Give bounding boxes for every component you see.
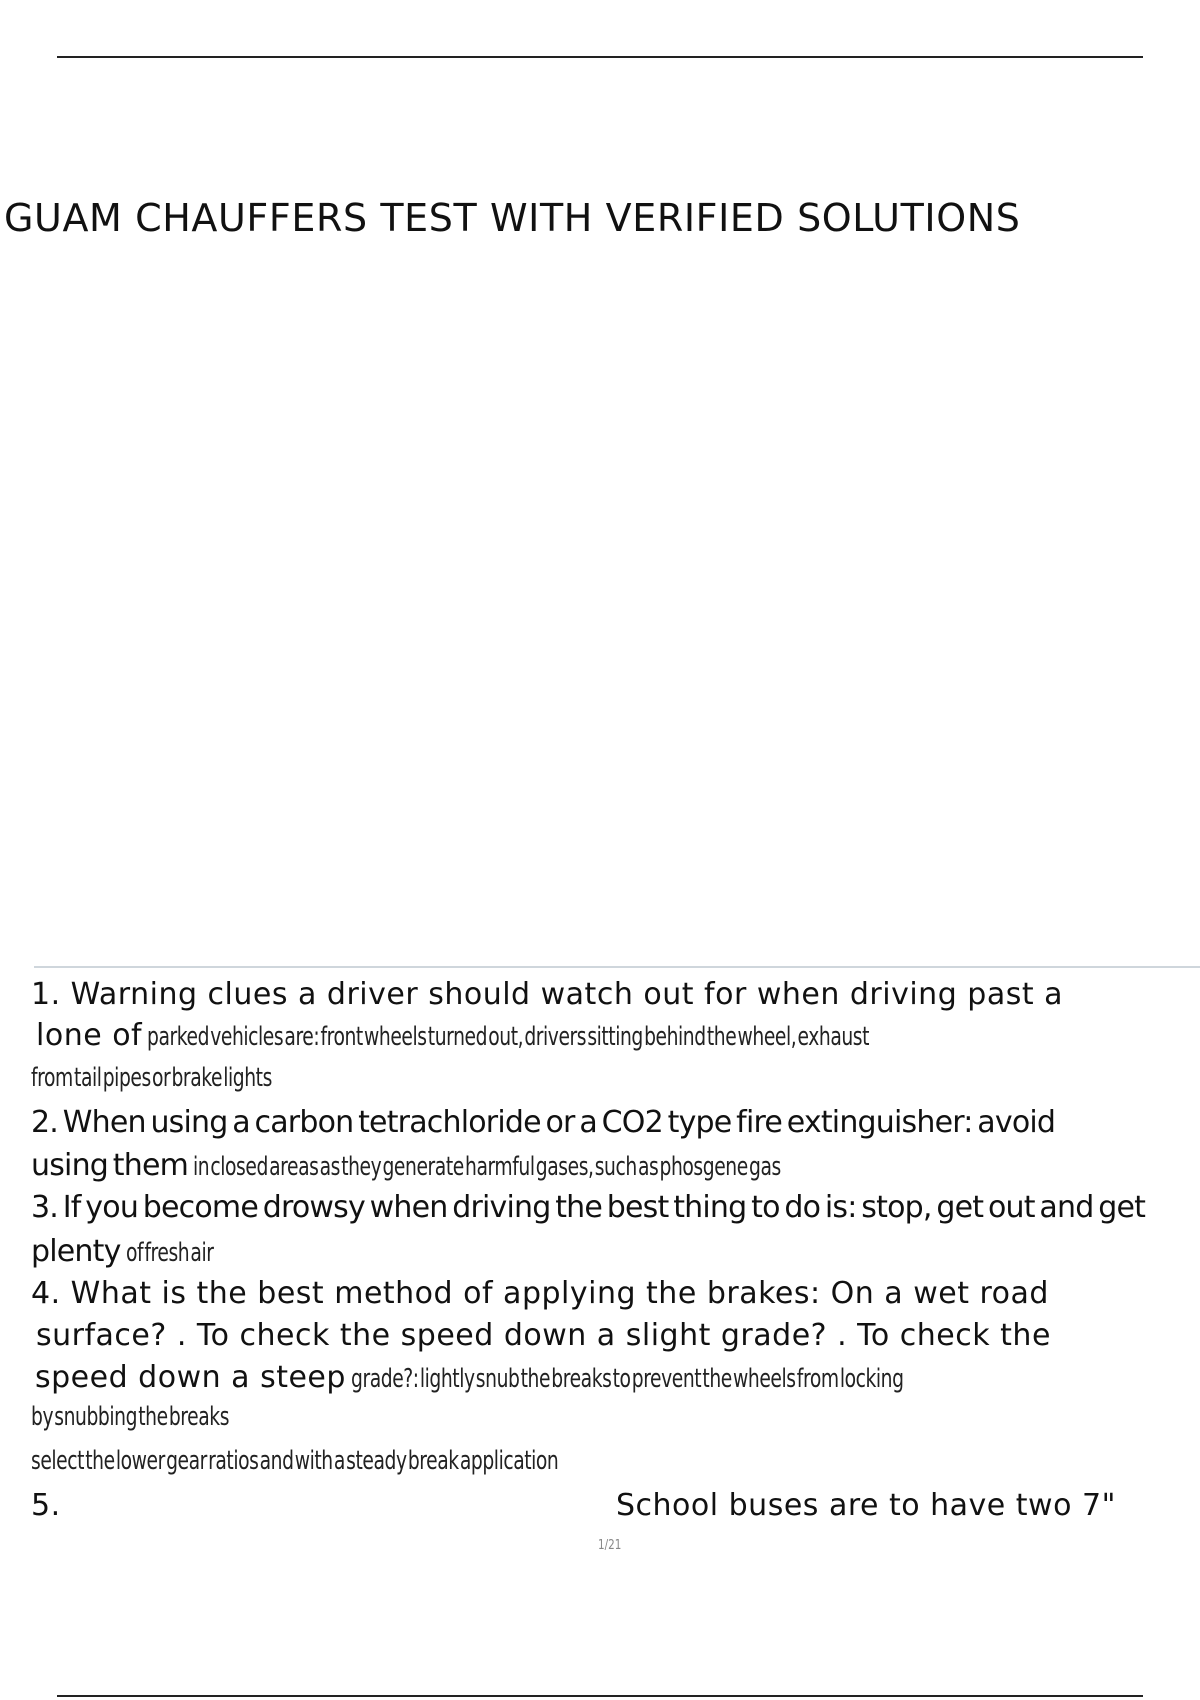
answer-3-text: of fresh air <box>125 1238 214 1268</box>
answer-4-text: grade?: lightly snub the breaks to prevent the wheels from locking <box>351 1364 904 1394</box>
section-divider <box>34 966 1200 968</box>
question-2-text: using them <box>31 1148 189 1183</box>
top-rule <box>57 56 1143 58</box>
question-4-line-1: 4. What is the best method of applying the brakes: On a wet road <box>31 1276 1049 1311</box>
answer-1-line-3: from tail pipes or brake lights <box>31 1063 272 1093</box>
question-1-line-1: 1. Warning clues a driver should watch out for when driving past a <box>31 977 1064 1012</box>
page-indicator: 1/21 <box>598 1538 622 1553</box>
question-5-number: 5. <box>31 1488 61 1523</box>
question-3-line-2 <box>31 1234 247 1269</box>
document-title: GUAM CHAUFFERS TEST WITH VERIFIED SOLUTIONS <box>4 196 1021 240</box>
answer-4-line-5: select the lower gear ratios and with a steady break application <box>31 1446 559 1476</box>
answer-4-line-4: by snubbing the breaks <box>31 1402 230 1432</box>
question-4-text: speed down a steep <box>35 1360 346 1395</box>
question-5-text: School buses are to have two 7" <box>616 1488 1116 1523</box>
answer-2-text: in closed areas as they generate harmful gases, such as phosgene gas <box>193 1152 781 1182</box>
question-2-line-2 <box>31 1148 1010 1183</box>
question-3-text: plenty <box>31 1234 121 1269</box>
question-4-line-3 <box>35 1360 1118 1395</box>
question-3-line-1: 3. If you become drowsy when driving the best thing to do is: stop, get out and get <box>31 1190 1146 1225</box>
question-1-text: lone of <box>36 1018 143 1053</box>
answer-1-text: parked vehicles are: front wheels turned out, drivers sitting behind the wheel, exhaust <box>147 1022 870 1052</box>
bottom-rule <box>57 1695 1143 1697</box>
question-1-line-2 <box>36 1018 1150 1053</box>
question-2-line-1: 2. When using a carbon tetrachloride or a CO2 type fire extinguisher: avoid <box>31 1105 1056 1140</box>
question-4-line-2: surface? . To check the speed down a slight grade? . To check the <box>36 1318 1051 1353</box>
